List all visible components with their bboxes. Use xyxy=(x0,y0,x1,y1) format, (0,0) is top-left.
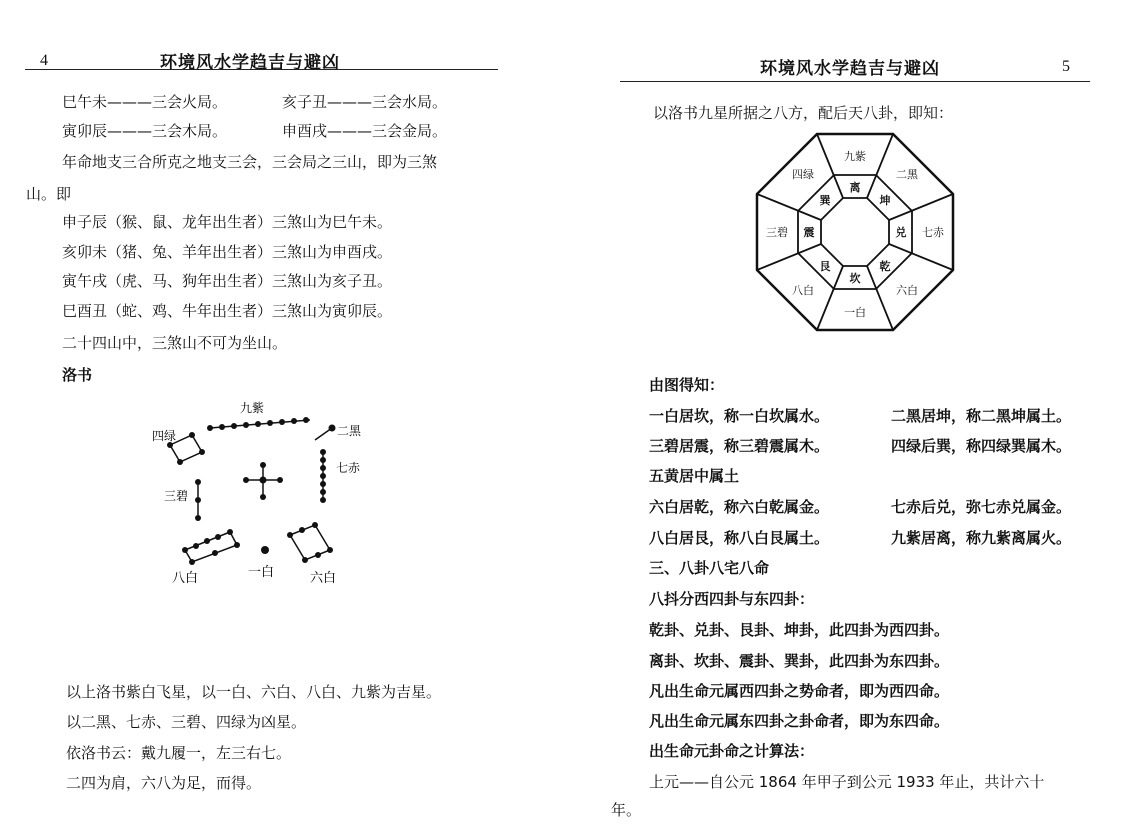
luoshu-label-top: 九紫 xyxy=(240,401,265,415)
text-line: 上元——自公元 1864 年甲子到公元 1933 年止，共计六十 xyxy=(649,773,1045,791)
text-line: 申酉戌———三会金局。 xyxy=(282,122,448,140)
luoshu-label-top-left: 四绿 xyxy=(152,429,177,443)
bagua-inner-xun: 巽 xyxy=(819,194,831,207)
text-line: 申子辰（猴、鼠、龙年出生者）三煞山为巳午未。 xyxy=(62,213,393,231)
luoshu-diagram xyxy=(140,390,380,600)
text-line: 以上洛书紫白飞星，以一白、六白、八白、九紫为吉星。 xyxy=(66,683,442,701)
bagua-diagram xyxy=(755,132,955,332)
page-number: 5 xyxy=(1062,58,1070,75)
luoshu-label-bottom-right: 六白 xyxy=(310,571,337,586)
luoshu-label-top-right: 二黑 xyxy=(337,424,362,438)
text-line: 离卦、坎卦、震卦、巽卦，此四卦为东四卦。 xyxy=(649,652,950,670)
bagua-outer-s: 九紫 xyxy=(844,150,866,163)
luoshu-label-left: 三碧 xyxy=(164,489,189,503)
text-line: 乾卦、兑卦、艮卦、坤卦，此四卦为西四卦。 xyxy=(649,621,950,639)
left-page xyxy=(0,0,560,838)
text-line: 二四为肩，六八为足，而得。 xyxy=(66,774,262,792)
bagua-outer-sw: 二黑 xyxy=(896,168,918,181)
bagua-inner-zhen: 震 xyxy=(803,226,815,239)
text-line: 七赤后兑，弥七赤兑属金。 xyxy=(891,498,1072,516)
text-line: 寅卯辰———三会木局。 xyxy=(62,122,228,140)
text-line: 二十四山中，三煞山不可为坐山。 xyxy=(62,334,288,352)
text-line: 九紫居离，称九紫离属火。 xyxy=(891,529,1072,547)
page-number: 4 xyxy=(40,52,48,69)
text-line: 寅午戌（虎、马、狗年出生者）三煞山为亥子丑。 xyxy=(62,272,393,290)
header-rule xyxy=(620,81,1090,82)
text-line: 由图得知： xyxy=(649,376,725,394)
text-line: 巳午未———三会火局。 xyxy=(62,93,228,111)
text-line: 依洛书云：戴九履一，左三右七。 xyxy=(66,744,292,762)
text-line: 六白居乾，称六白乾属金。 xyxy=(649,498,830,516)
text-line: 五黄居中属土 xyxy=(649,467,740,485)
text-line: 三碧居震，称三碧震属木。 xyxy=(649,437,830,455)
bagua-inner-li: 离 xyxy=(849,181,861,194)
section-label: 洛书 xyxy=(62,366,93,384)
text-line: 八白居艮，称八白艮属土。 xyxy=(649,529,830,547)
bagua-outer-se: 四绿 xyxy=(792,168,814,181)
text-line: 巳酉丑（蛇、鸡、牛年出生者）三煞山为寅卯辰。 xyxy=(62,302,393,320)
running-header: 环境风水学趋吉与避凶 xyxy=(760,59,940,79)
running-header: 环境风水学趋吉与避凶 xyxy=(160,53,340,73)
text-line: 以洛书九星所据之八方，配后天八卦，即知： xyxy=(653,104,954,122)
bagua-inner-dui: 兑 xyxy=(895,226,907,239)
luoshu-label-bottom-left: 八白 xyxy=(172,571,199,586)
text-line: 亥卯未（猪、兔、羊年出生者）三煞山为申酉戌。 xyxy=(62,243,393,261)
text-line: 四绿后巽，称四绿巽属木。 xyxy=(891,437,1072,455)
bagua-outer-n: 一白 xyxy=(844,306,866,319)
text-line: 出生命元卦命之计算法： xyxy=(649,742,815,760)
luoshu-label-right: 七赤 xyxy=(336,461,361,475)
section-title: 三、八卦八宅八命 xyxy=(649,559,770,577)
bagua-inner-qian: 乾 xyxy=(879,260,891,273)
bagua-outer-w: 七赤 xyxy=(922,226,944,239)
bagua-inner-gen: 艮 xyxy=(819,260,831,273)
luoshu-label-bottom: 一白 xyxy=(248,565,275,580)
text-line: 以二黑、七赤、三碧、四绿为凶星。 xyxy=(66,713,307,731)
text-line: 亥子丑———三会水局。 xyxy=(282,93,448,111)
text-line: 八抖分西四卦与东四卦： xyxy=(649,590,815,608)
text-line: 二黑居坤，称二黑坤属土。 xyxy=(891,407,1072,425)
text-line: 年。 xyxy=(611,801,642,819)
bagua-inner-kun: 坤 xyxy=(879,194,891,207)
header-rule xyxy=(25,69,498,70)
text-line: 年命地支三合所克之地支三会，三会局之三山，即为三煞 xyxy=(62,153,438,171)
bagua-outer-nw: 六白 xyxy=(896,284,918,297)
bagua-outer-e: 三碧 xyxy=(766,226,788,239)
right-page xyxy=(565,0,1129,838)
text-line: 一白居坎，称一白坎属水。 xyxy=(649,407,830,425)
text-line: 凡出生命元属西四卦之势命者，即为西四命。 xyxy=(649,682,950,700)
text-line: 凡出生命元属东四卦之卦命者，即为东四命。 xyxy=(649,712,950,730)
text-line: 山。即 xyxy=(26,185,72,203)
bagua-outer-ne: 八白 xyxy=(792,284,814,297)
bagua-inner-kan: 坎 xyxy=(849,272,861,285)
